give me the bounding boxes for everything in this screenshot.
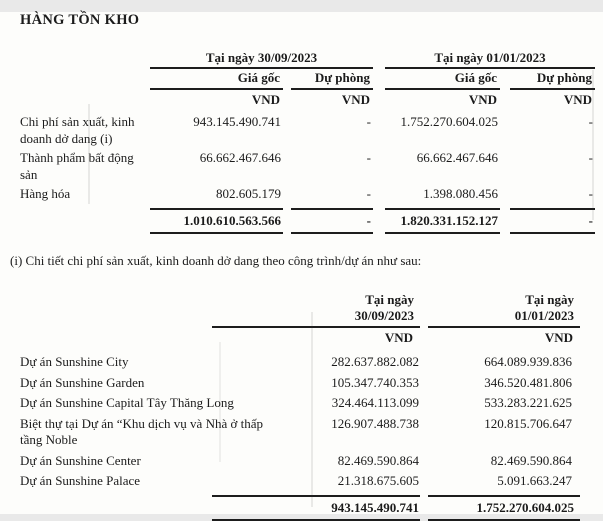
table1-subheader-du-phong-2: Dự phòng — [510, 69, 595, 90]
total-value: 943.145.490.741 — [212, 495, 420, 521]
table2-header-30-09 — [212, 292, 420, 328]
cell-value: 943.145.490.741 — [150, 114, 283, 147]
row-label: Biệt thự tại Dự án “Khu dịch vụ và Nhà ở thấp tầng Noble — [0, 416, 280, 449]
total-value: - — [510, 208, 595, 235]
cell-value: - — [291, 150, 373, 183]
cell-value: - — [510, 114, 595, 147]
cell-value: 120.815.706.647 — [428, 416, 580, 449]
header-line1: Tại ngày — [212, 292, 414, 309]
table1-row-hang-hoa — [0, 186, 603, 203]
cell-value: 664.089.939.836 — [428, 354, 580, 371]
total-value: 1.010.610.563.566 — [150, 208, 283, 235]
cell-value: 66.662.467.646 — [385, 150, 500, 183]
scan-artifact-line — [592, 70, 594, 220]
row-label: Dự án Sunshine Palace — [0, 473, 280, 490]
table2-unit-label: VND — [428, 328, 580, 351]
table1-row-thanh-pham — [0, 150, 603, 183]
cell-value: 802.605.179 — [150, 186, 283, 203]
cell-value: 1.752.270.604.025 — [385, 114, 500, 147]
header-line2: 30/09/2023 — [212, 308, 414, 325]
row-label: Dự án Sunshine City — [0, 354, 280, 371]
row-label: Chi phí sản xuất, kinh doanh dở dang (i) — [0, 114, 150, 147]
table1-unit-label: VND — [150, 90, 283, 112]
header-line2: 01/01/2023 — [428, 308, 574, 325]
row-label: Thành phẩm bất động sản — [0, 150, 150, 183]
table1-unit-label: VND — [291, 90, 373, 112]
table2-row-biet-thu-noble — [0, 416, 603, 449]
table1-unit-label: VND — [510, 90, 595, 112]
row-label: Hàng hóa — [0, 186, 150, 203]
cell-value: 82.469.590.864 — [428, 453, 580, 470]
table1-total-row — [0, 208, 603, 235]
cell-value: 346.520.481.806 — [428, 375, 580, 392]
cell-value: 5.091.663.247 — [428, 473, 580, 490]
financial-statement-page — [0, 12, 603, 514]
table2-row-sunshine-palace — [0, 473, 603, 490]
project-detail-table — [0, 292, 603, 521]
cell-value: 282.637.882.082 — [280, 354, 420, 371]
cell-value: 324.464.113.099 — [280, 395, 420, 412]
header-line1: Tại ngày — [428, 292, 574, 309]
page-title: HÀNG TỒN KHO — [20, 12, 603, 29]
table1-group-header-row — [0, 50, 603, 70]
table1-row-chi-phi-san-xuat — [0, 114, 603, 147]
table1-subheader-gia-goc-1: Giá gốc — [150, 69, 283, 90]
table2-row-sunshine-city — [0, 354, 603, 371]
table1-unit-row — [0, 90, 603, 112]
cell-value: 533.283.221.625 — [428, 395, 580, 412]
table1-group-header-30-09: Tại ngày 30/09/2023 — [150, 50, 373, 70]
table2-row-sunshine-capital — [0, 395, 603, 412]
cell-value: 66.662.467.646 — [150, 150, 283, 183]
row-label: Dự án Sunshine Capital Tây Thăng Long — [0, 395, 280, 412]
footnote-detail-intro: (i) Chi tiết chi phí sản xuất, kinh doanh dở dang theo công trình/dự án như sau: — [10, 253, 603, 270]
inventory-summary-table — [0, 50, 603, 235]
scan-artifact-line — [219, 342, 221, 462]
cell-value: 1.398.080.456 — [385, 186, 500, 203]
table2-total-row — [0, 495, 603, 521]
cell-value: 21.318.675.605 — [280, 473, 420, 490]
cell-value: - — [510, 186, 595, 203]
cell-value: 126.907.488.738 — [280, 416, 420, 449]
cell-value: - — [510, 150, 595, 183]
table2-unit-row — [0, 328, 603, 351]
table1-subheader-row — [0, 69, 603, 90]
scan-artifact-line — [311, 312, 313, 507]
cell-value: - — [291, 114, 373, 147]
row-label: Dự án Sunshine Center — [0, 453, 280, 470]
scan-artifact-line — [88, 104, 90, 204]
table2-row-sunshine-center — [0, 453, 603, 470]
table2-header-01-01 — [428, 292, 580, 328]
table1-subheader-du-phong-1: Dự phòng — [291, 69, 373, 90]
total-value: 1.820.331.152.127 — [385, 208, 500, 235]
table1-unit-label: VND — [385, 90, 500, 112]
row-label: Dự án Sunshine Garden — [0, 375, 280, 392]
table2-unit-label: VND — [212, 328, 420, 351]
table2-row-sunshine-garden — [0, 375, 603, 392]
table1-group-header-01-01: Tại ngày 01/01/2023 — [385, 50, 595, 70]
table2-header-row — [0, 292, 603, 328]
table1-subheader-gia-goc-2: Giá gốc — [385, 69, 500, 90]
cell-value: 82.469.590.864 — [280, 453, 420, 470]
cell-value: 105.347.740.353 — [280, 375, 420, 392]
cell-value: - — [291, 186, 373, 203]
total-value: 1.752.270.604.025 — [428, 495, 580, 521]
total-value: - — [291, 208, 373, 235]
